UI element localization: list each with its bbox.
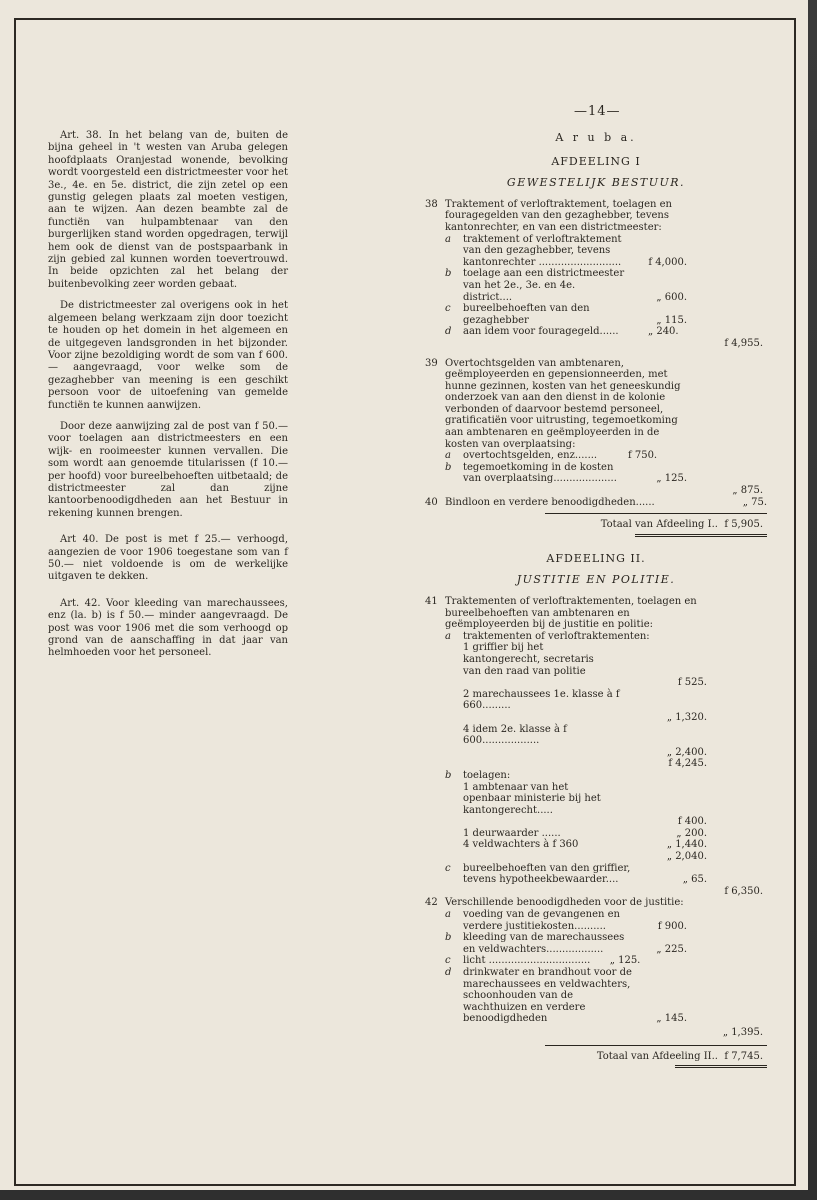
article-number: 38 — [425, 198, 438, 210]
paragraph-art38: Art. 38. In het belang van de, buiten de bijna geheel in 't westen van Aruba gelegen hoofdplaats Oranjestad wonende, bevolking wordt voorgesteld een districtmeester voor het 3e., 4e. en 5e. district, die zijn zetel op een gunstig gelegen plaats zal moeten vestigen, aan te wijzen. Aan dezen beambte zal de functiën van hulpambtenaar van den burgerlijken stand worden opgedragen, terwijl hem ook de dienst van de postspaarbank in zijn gebied zal kunnen worden toevertrouwd. In beide opzichten zal het belang der buitenbevolking zeer worden gebaat. — [48, 130, 288, 290]
item-letter: a — [445, 909, 451, 921]
subitem-text: 4 veldwachters à f 360 — [463, 839, 579, 851]
page-edge — [808, 0, 817, 1200]
item-letter: a — [445, 233, 451, 245]
subitem-amount: „ 2,400. — [666, 746, 707, 758]
item-letter: a — [445, 630, 451, 642]
paragraph-art40: Art 40. De post is met f 25.— verhoogd, aangezien de voor 1906 toegestane som van f 50.— niet voldoende is om de werkelijke uitgaven te dekken. — [48, 534, 288, 583]
item-letter: c — [445, 862, 451, 874]
subitem-text: 1 deurwaarder ...... — [463, 827, 561, 839]
article-number: 42 — [425, 897, 438, 909]
left-column — [48, 130, 288, 669]
article-text: Verschillende benoodigdheden voor de justitie: — [445, 897, 684, 909]
item-text: voeding van de gevangenen en verdere justitiekosten.......... — [463, 909, 620, 932]
paragraph-districtmeester: De districtmeester zal overigens ook in het algemeen belang werkzaam zijn door toezicht te houden op het domein in het algemeen en de uitgegeven landsgronden in het bijzonder. Voor zijne bezoldiging wordt de som van f 600.— aangevraagd, voor welke som de gezaghebber van meening is een geschikt persoon voor de uitoefening van gemelde functiën te kunnen aanwijzen. — [48, 300, 288, 411]
subtotal-b: „ 2,040. — [666, 851, 707, 863]
article-text: Overtochtsgelden van ambtenaren, geëmployeerden en gepensionneerden, met hunne gezinnen, kosten van het geneeskundig onderzoek van aan den dienst in de kolonie verbonden of daarvoor bestemd personeel, gratificatiën voor uitrusting, tegemoetkoming aan ambtenaren en geëmployeerden in de kosten van overplaatsing: — [445, 357, 681, 450]
article-40-total: „ 75. — [742, 496, 767, 508]
item-letter: d — [445, 967, 452, 978]
item-text: overtochtsgelden, enz....... — [463, 450, 598, 462]
item-letter: b — [445, 769, 452, 781]
item-letter: a — [445, 450, 451, 462]
afdeeling-2-subtitle: JUSTITIE EN POLITIE. — [516, 573, 676, 587]
item-amount: „ 600. — [656, 291, 687, 303]
subitem-text: 2 marechaussees 1e. klasse à f 660......... — [463, 688, 620, 712]
total-label: Totaal van Afdeeling I.. — [600, 519, 718, 531]
item-amount: „ 240. — [647, 326, 679, 338]
subitem-amount: „ 1,320. — [666, 711, 707, 723]
item-text: licht ................................ — [463, 955, 591, 967]
article-41 — [425, 596, 767, 886]
article-39 — [425, 358, 767, 486]
subitem-text: 1 ambtenaar van het openbaar ministerie bij het kantongerecht..... — [463, 781, 601, 816]
item-amount: „ 65. — [682, 874, 707, 886]
afdeeling-1-subtitle: GEWESTELIJK BESTUUR. — [506, 176, 686, 190]
article-text: Bindloon en verdere benoodigdheden...... — [445, 496, 655, 508]
place-heading: A r u b a. — [555, 131, 637, 144]
item-amount: „ 225. — [656, 943, 687, 955]
item-amount: „ 145. — [656, 1013, 687, 1025]
article-number: 41 — [425, 596, 438, 607]
item-text: aan idem voor fouragegeld...... — [463, 326, 619, 338]
item-letter: b — [445, 461, 452, 473]
item-amount: f 4,000. — [648, 256, 687, 268]
page-number: —14— — [574, 104, 621, 119]
item-letter: c — [445, 955, 451, 967]
item-letter: c — [445, 303, 451, 315]
item-letter: d — [445, 326, 452, 338]
item-letter: b — [445, 268, 452, 280]
subitem-amount: „ 1,440. — [666, 839, 707, 851]
article-number: 39 — [425, 357, 438, 369]
item-amount: „ 115. — [656, 314, 687, 326]
article-number: 40 — [425, 496, 438, 508]
article-text: Traktementen of verloftraktementen, toelagen en bureelbehoeften van ambtenaren en geëmployeerden bij de justitie en politie: — [445, 596, 697, 631]
subitem-amount: f 525. — [677, 677, 707, 689]
item-text: drinkwater en brandhout voor de marechaussees en veldwachters, schoonhouden van de wachthuizen en verdere benoodigdheden — [463, 967, 632, 1025]
item-text: bureelbehoeften van den griffier, tevens hypotheekbewaarder.... — [463, 862, 631, 886]
article-39-total: „ 875. — [732, 485, 763, 497]
item-text: toelage aan een districtmeester van het 2e., 3e. en 4e. district.... — [463, 268, 625, 303]
total-label: Totaal van Afdeeling II.. — [596, 1050, 718, 1062]
total-value: f 7,745. — [724, 1050, 763, 1062]
item-text: traktement of verloftraktement van den gezaghebber, tevens kantonrechter .......................... — [463, 233, 622, 268]
article-42-total: „ 1,395. — [722, 1026, 763, 1038]
item-heading: traktementen of verloftraktementen: — [463, 630, 650, 642]
budget-column — [425, 132, 767, 1068]
article-38-total: f 4,955. — [724, 337, 763, 349]
subitem-amount: „ 200. — [676, 827, 707, 839]
subitem-amount: f 400. — [677, 816, 707, 828]
afdeeling-1-total — [425, 519, 767, 531]
subitem-text: 1 griffier bij het kantongerecht, secretaris van den raad van politie — [463, 642, 594, 677]
article-40 — [425, 497, 767, 509]
afdeeling-2-total — [425, 1051, 767, 1063]
article-text: Traktement of verloftraktement, toelagen en fouragegelden van den gezaghebber, tevens kantonrechter, en van een districtmeester: — [445, 198, 673, 233]
item-letter: b — [445, 932, 452, 944]
article-41-total: f 6,350. — [724, 885, 763, 897]
item-amount: „ 125. — [609, 955, 641, 967]
item-heading: toelagen: — [463, 769, 511, 781]
page-bottom-edge — [0, 1190, 817, 1200]
paragraph-aanwijzing: Door deze aanwijzing zal de post van f 50.— voor toelagen aan districtmeesters en een wijk- en rooimeester kunnen vervallen. Die som wordt aan genoemde titularissen (f 10.— per hoofd) voor bureelbehoeften uitbetaald; de districtmeester zal dan zijne kantoorbenoodigdheden aan het Bestuur in rekening kunnen brengen. — [48, 420, 288, 519]
afdeeling-2-title: AFDEELING II. — [546, 551, 646, 565]
item-amount: f 900. — [657, 920, 687, 932]
subtotal-a: f 4,245. — [668, 758, 707, 770]
item-text: kleeding van de marechaussees en veldwachters.................. — [463, 932, 625, 955]
afdeeling-1-title: AFDEELING I — [551, 154, 641, 168]
article-42 — [425, 897, 767, 1025]
paragraph-art42: Art. 42. Voor kleeding van marechaussees, enz (la. b) is f 50.— minder aangevraagd. De post was voor 1906 met die som verhoogd op grond van de aanschaffing in dat jaar van helmhoeden voor het personeel. — [48, 597, 288, 659]
total-value: f 5,905. — [724, 519, 763, 531]
article-38 — [425, 199, 767, 338]
subitem-text: 4 idem 2e. klasse à f 600.................. — [463, 723, 567, 747]
item-text: bureelbehoeften van den gezaghebber — [463, 303, 590, 326]
item-amount: f 750. — [627, 450, 658, 462]
item-amount: „ 125. — [656, 473, 687, 485]
item-text: tegemoetkoming in de kosten van overplaatsing.................... — [463, 461, 617, 485]
